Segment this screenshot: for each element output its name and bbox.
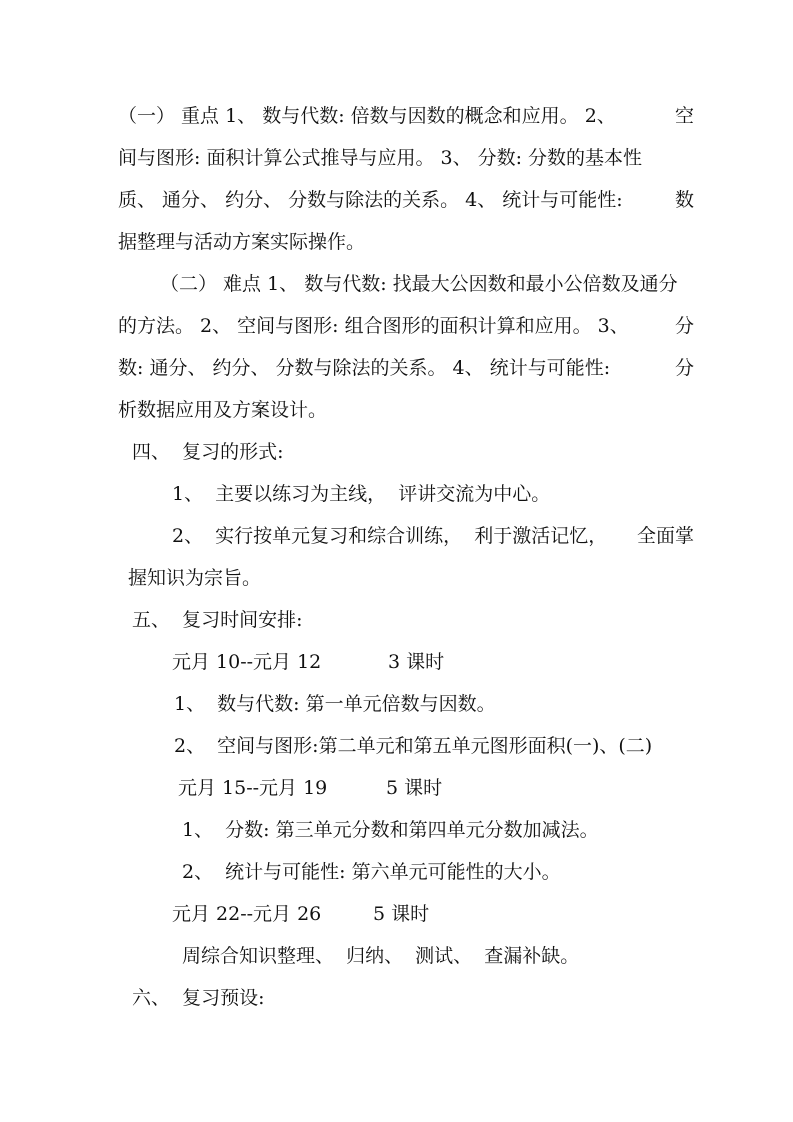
key-points-line-1 xyxy=(118,104,694,128)
key-points-line-1-text: （一） 重点 1、 数与代数: 倍数与因数的概念和应用。 2、 xyxy=(118,105,616,127)
week-1-item-1: 1、 数与代数: 第一单元倍数与因数。 xyxy=(174,693,496,715)
section-4-heading: 四、 复习的形式: xyxy=(132,441,284,463)
section-4-item-1: 1、 主要以练习为主线， 评讲交流为中心。 xyxy=(172,483,551,505)
section-5-heading: 五、 复习时间安排: xyxy=(132,609,303,631)
key-points-line-2-text: 间与图形: 面积计算公式推导与应用。 3、 分数: 分数的基本性 xyxy=(118,147,643,169)
difficulties-line-2 xyxy=(118,314,694,338)
section-4-item-2-line-2: 握知识为宗旨。 xyxy=(128,567,262,589)
week-1-item-2: 2、 空间与图形:第二单元和第五单元图形面积(一)、(二) xyxy=(174,735,653,757)
section-4-item-2-line-1 xyxy=(172,524,694,548)
week-2-item-2: 2、 统计与可能性: 第六单元可能性的大小。 xyxy=(182,861,561,883)
section-4-item-2-text: 2、 实行按单元复习和综合训练， 利于激活记忆， xyxy=(172,525,608,547)
difficulties-line-1: （二） 难点 1、 数与代数: 找最大公因数和最小公倍数及通分 xyxy=(160,273,678,295)
week-2-dates: 元月 15--元月 19 xyxy=(178,777,328,799)
difficulties-line-2-text: 的方法。 2、 空间与图形: 组合图形的面积计算和应用。 3、 xyxy=(118,315,629,337)
week-3-hours: 5 课时 xyxy=(373,903,430,925)
week-2-hours: 5 课时 xyxy=(386,777,443,799)
difficulties-line-3 xyxy=(118,356,694,380)
week-1-dates: 元月 10--元月 12 xyxy=(172,651,322,673)
section-4-item-2-end: 全面掌 xyxy=(636,525,694,547)
key-points-line-2 xyxy=(118,146,694,170)
key-points-line-1-end: 空 xyxy=(674,105,694,127)
difficulties-line-2-end: 分 xyxy=(674,315,694,337)
week-1-hours: 3 课时 xyxy=(388,651,445,673)
key-points-line-3-end: 数 xyxy=(674,189,694,211)
week-2-item-1: 1、 分数: 第三单元分数和第四单元分数加减法。 xyxy=(182,819,599,841)
key-points-line-3-text: 质、 通分、 约分、 分数与除法的关系。 4、 统计与可能性: xyxy=(118,189,623,211)
difficulties-line-3-end: 分 xyxy=(674,357,694,379)
key-points-line-4: 据整理与活动方案实际操作。 xyxy=(118,231,366,253)
difficulties-line-3-text: 数: 通分、 约分、 分数与除法的关系。 4、 统计与可能性: xyxy=(118,357,611,379)
week-3-dates: 元月 22--元月 26 xyxy=(172,903,322,925)
difficulties-line-4: 析数据应用及方案设计。 xyxy=(118,399,328,421)
week-3-item-1: 周综合知识整理、 归纳、 测试、 查漏补缺。 xyxy=(182,945,580,967)
section-6-heading: 六、 复习预设: xyxy=(132,987,265,1009)
key-points-line-3 xyxy=(118,188,694,212)
